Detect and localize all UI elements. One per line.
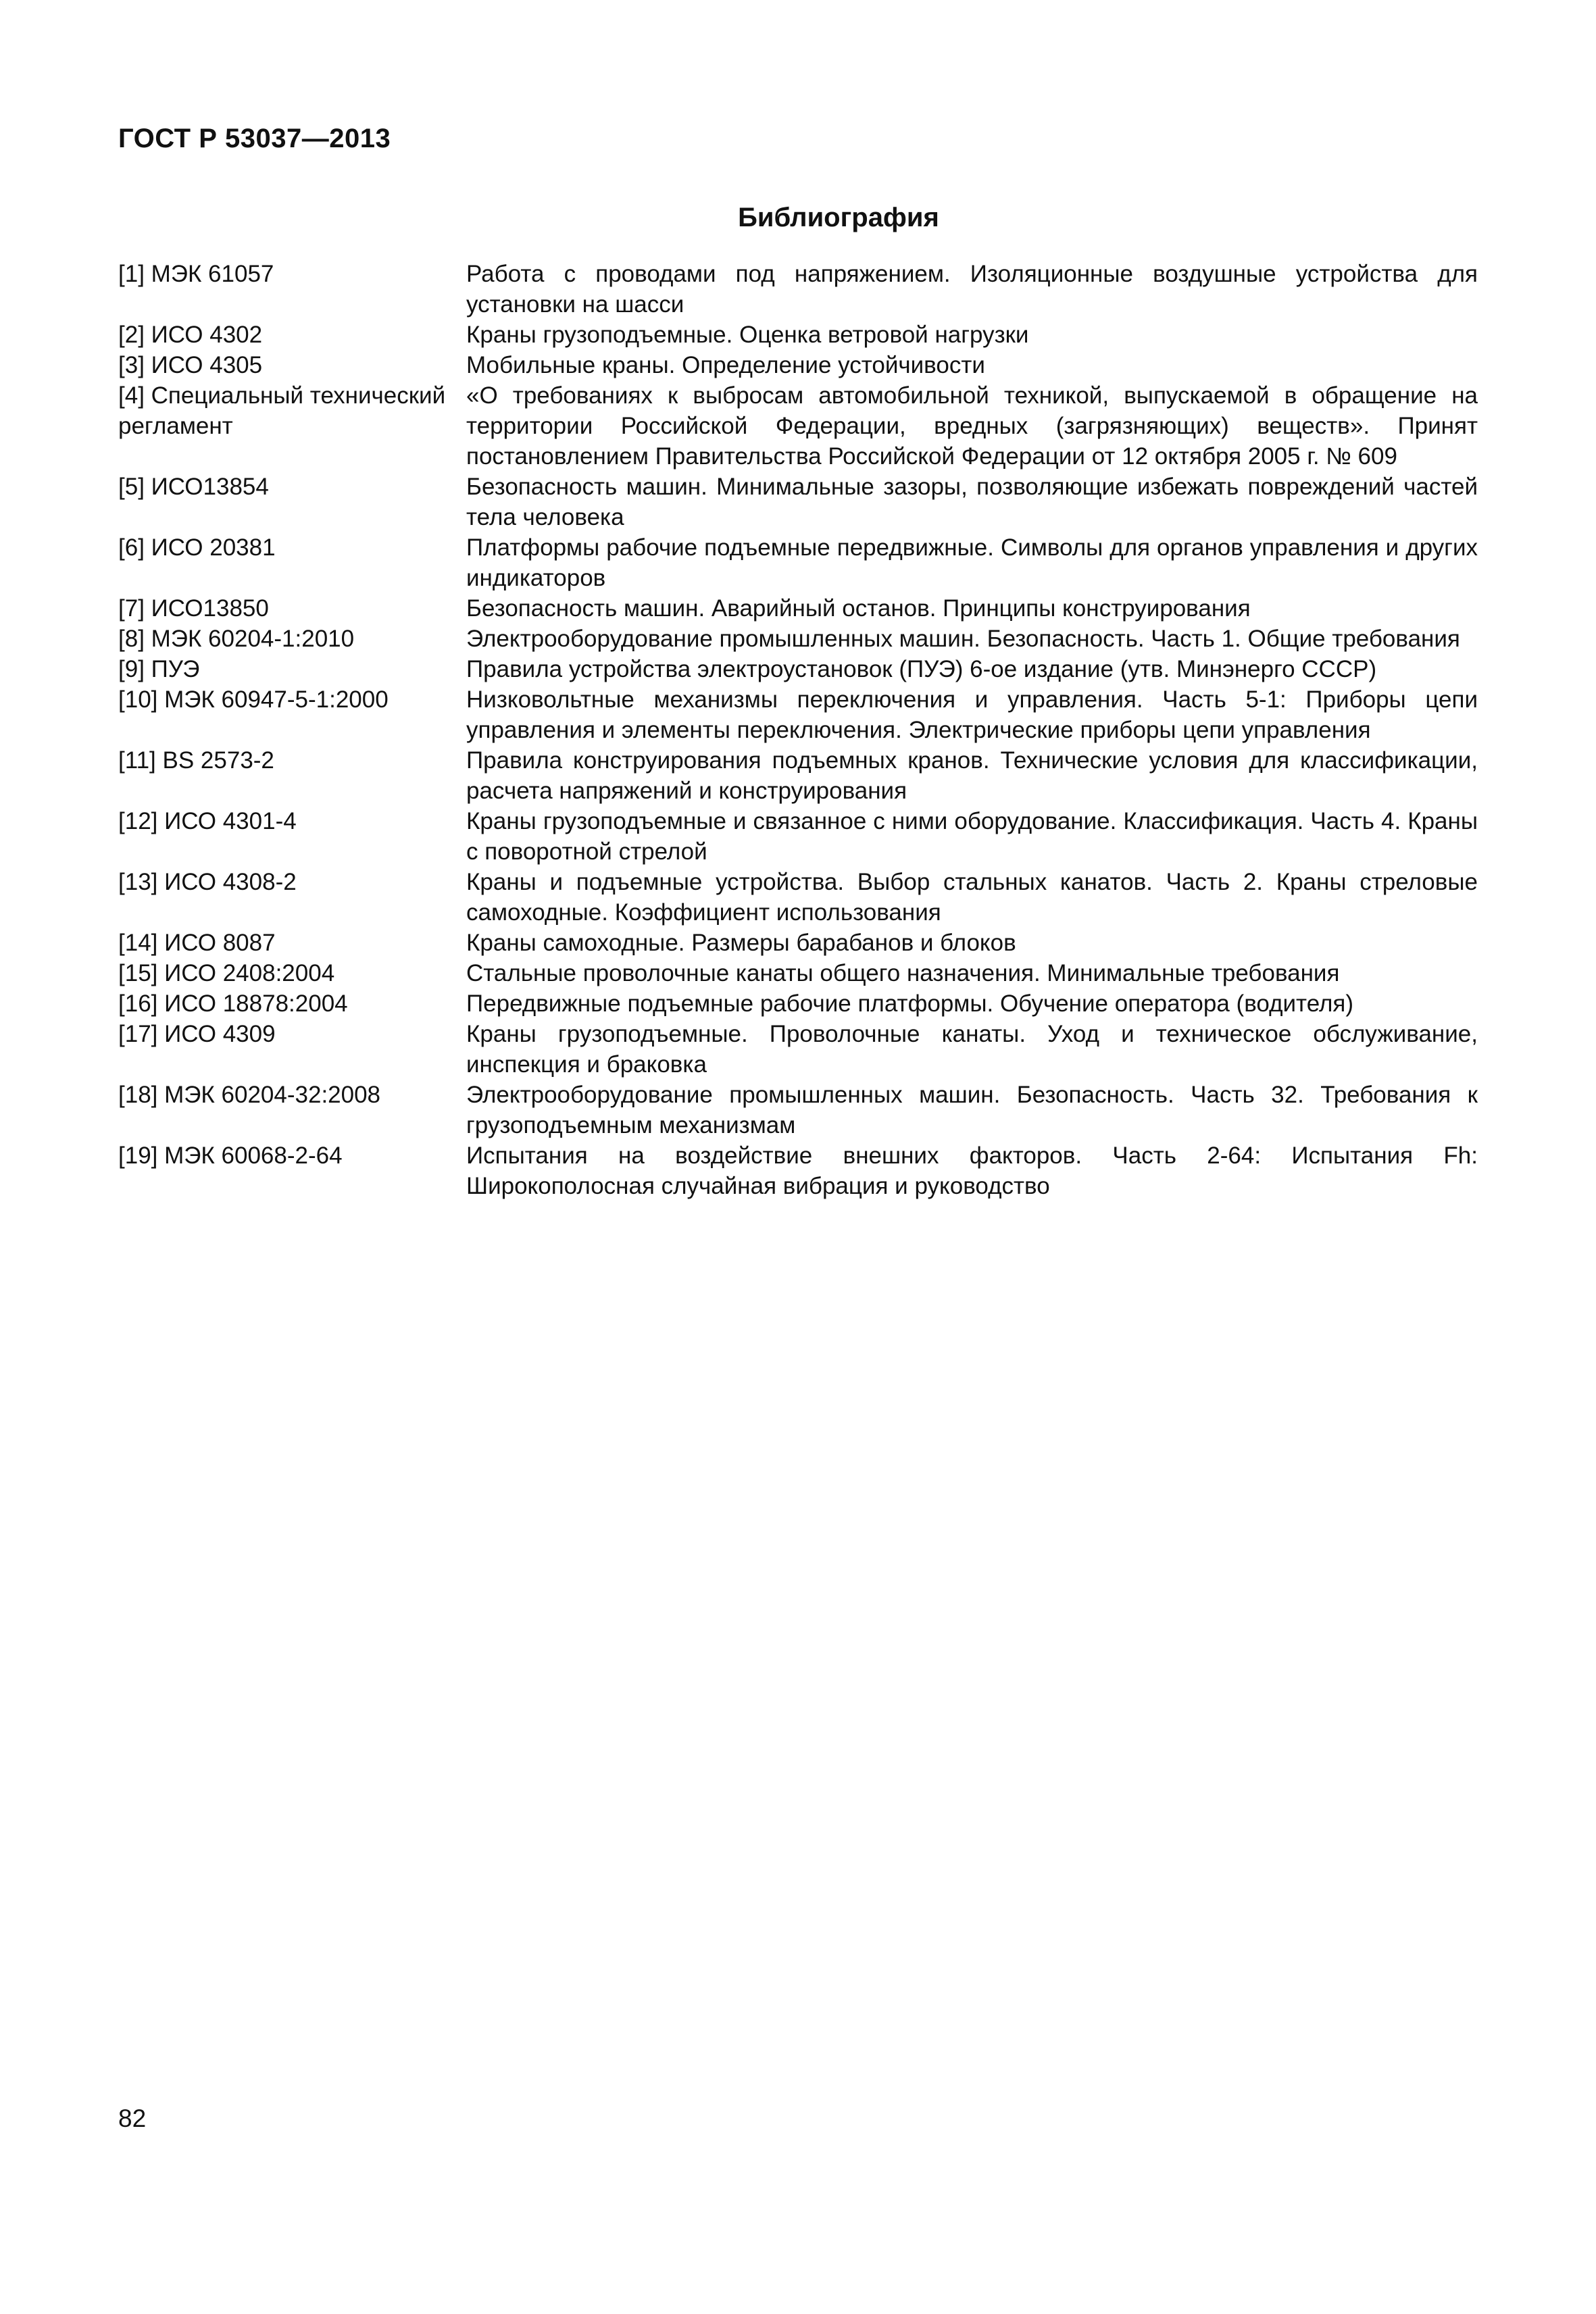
bibliography-entry — [118, 532, 1478, 593]
entry-reference: [1] МЭК 61057 — [118, 261, 274, 287]
entry-text: «О требованиях к выбросам автомобильной техникой, выпускаемой в обращение на территории Российской Федерации, вредных (загрязняющих) веществ». Принят постановлением Правительства Российской Федерации от 12 октября 2005 г. № 609 — [466, 382, 1478, 470]
entry-reference: [5] ИСО13854 — [118, 474, 269, 500]
bibliography-entry — [118, 1140, 1478, 1201]
entry-text: Работа с проводами под напряжением. Изоляционные воздушные устройства для установки на шасси — [466, 261, 1478, 318]
bibliography-entry — [118, 1080, 1478, 1140]
bibliography-entry — [118, 593, 1478, 624]
entry-reference: [2] ИСО 4302 — [118, 322, 263, 348]
bibliography-entry — [118, 320, 1478, 350]
bibliography-list — [118, 259, 1478, 1201]
entry-reference: [14] ИСО 8087 — [118, 930, 276, 956]
bibliography-entry — [118, 684, 1478, 745]
entry-text: Правила конструирования подъемных кранов. Технические условия для классификации, расчета напряжений и конструирования — [466, 747, 1478, 804]
entry-text: Низковольтные механизмы переключения и управления. Часть 5-1: Приборы цепи управления и элементы переключения. Электрические приборы цепи управления — [466, 686, 1478, 743]
entry-text: Правила устройства электроустановок (ПУЭ) 6-ое издание (утв. Минэнерго СССР) — [466, 656, 1377, 682]
bibliography-entry — [118, 472, 1478, 532]
entry-text: Безопасность машин. Аварийный останов. Принципы конструирования — [466, 595, 1251, 622]
bibliography-entry — [118, 958, 1478, 988]
entry-text: Краны грузоподъемные. Оценка ветровой нагрузки — [466, 322, 1029, 348]
bibliography-entry — [118, 380, 1478, 472]
bibliography-entry — [118, 350, 1478, 380]
entry-reference: [3] ИСО 4305 — [118, 352, 263, 378]
document-header: ГОСТ Р 53037—2013 — [118, 124, 391, 153]
entry-reference: [7] ИСО13850 — [118, 595, 269, 622]
bibliography-entry — [118, 928, 1478, 958]
entry-text: Краны грузоподъемные. Проволочные канаты. Уход и техническое обслуживание, инспекция и браковка — [466, 1021, 1478, 1078]
bibliography-entry — [118, 654, 1478, 684]
bibliography-entry — [118, 988, 1478, 1019]
entry-text: Краны самоходные. Размеры барабанов и блоков — [466, 930, 1016, 956]
entry-text: Мобильные краны. Определение устойчивости — [466, 352, 985, 378]
entry-text: Краны грузоподъемные и связанное с ними оборудование. Классификация. Часть 4. Краны с поворотной стрелой — [466, 808, 1478, 865]
entry-text: Испытания на воздействие внешних факторов. Часть 2-64: Испытания Fh: Широкополосная случайная вибрация и руководство — [466, 1142, 1478, 1199]
entry-reference: [13] ИСО 4308-2 — [118, 869, 297, 895]
bibliography-title: Библиография — [738, 203, 939, 232]
entry-text: Безопасность машин. Минимальные зазоры, позволяющие избежать повреждений частей тела человека — [466, 474, 1478, 530]
entry-reference: [10] МЭК 60947-5-1:2000 — [118, 686, 389, 713]
entry-text: Передвижные подъемные рабочие платформы. Обучение оператора (водителя) — [466, 990, 1354, 1017]
entry-reference: [12] ИСО 4301-4 — [118, 808, 297, 834]
bibliography-entry — [118, 1019, 1478, 1080]
bibliography-entry — [118, 745, 1478, 806]
bibliography-entry — [118, 259, 1478, 320]
entry-text: Стальные проволочные канаты общего назначения. Минимальные требования — [466, 960, 1340, 986]
entry-text: Электрооборудование промышленных машин. Безопасность. Часть 32. Требования к грузоподъемным механизмам — [466, 1082, 1478, 1138]
page-number: 82 — [118, 2105, 147, 2132]
entry-reference: [15] ИСО 2408:2004 — [118, 960, 335, 986]
entry-text: Платформы рабочие подъемные передвижные. Символы для органов управления и других индикаторов — [466, 534, 1478, 591]
entry-reference: [9] ПУЭ — [118, 656, 200, 682]
entry-reference: [19] МЭК 60068-2-64 — [118, 1142, 343, 1169]
entry-reference: [4] Специальный технический регламент — [118, 382, 446, 439]
entry-reference: [11] BS 2573-2 — [118, 747, 274, 774]
bibliography-entry — [118, 624, 1478, 654]
entry-reference: [17] ИСО 4309 — [118, 1021, 276, 1047]
entry-reference: [18] МЭК 60204-32:2008 — [118, 1082, 381, 1108]
entry-text: Краны и подъемные устройства. Выбор стальных канатов. Часть 2. Краны стреловые самоходные. Коэффициент использования — [466, 869, 1478, 926]
entry-reference: [6] ИСО 20381 — [118, 534, 276, 561]
entry-text: Электрооборудование промышленных машин. Безопасность. Часть 1. Общие требования — [466, 626, 1460, 652]
entry-reference: [16] ИСО 18878:2004 — [118, 990, 348, 1017]
bibliography-entry — [118, 867, 1478, 928]
bibliography-entry — [118, 806, 1478, 867]
entry-reference: [8] МЭК 60204-1:2010 — [118, 626, 355, 652]
